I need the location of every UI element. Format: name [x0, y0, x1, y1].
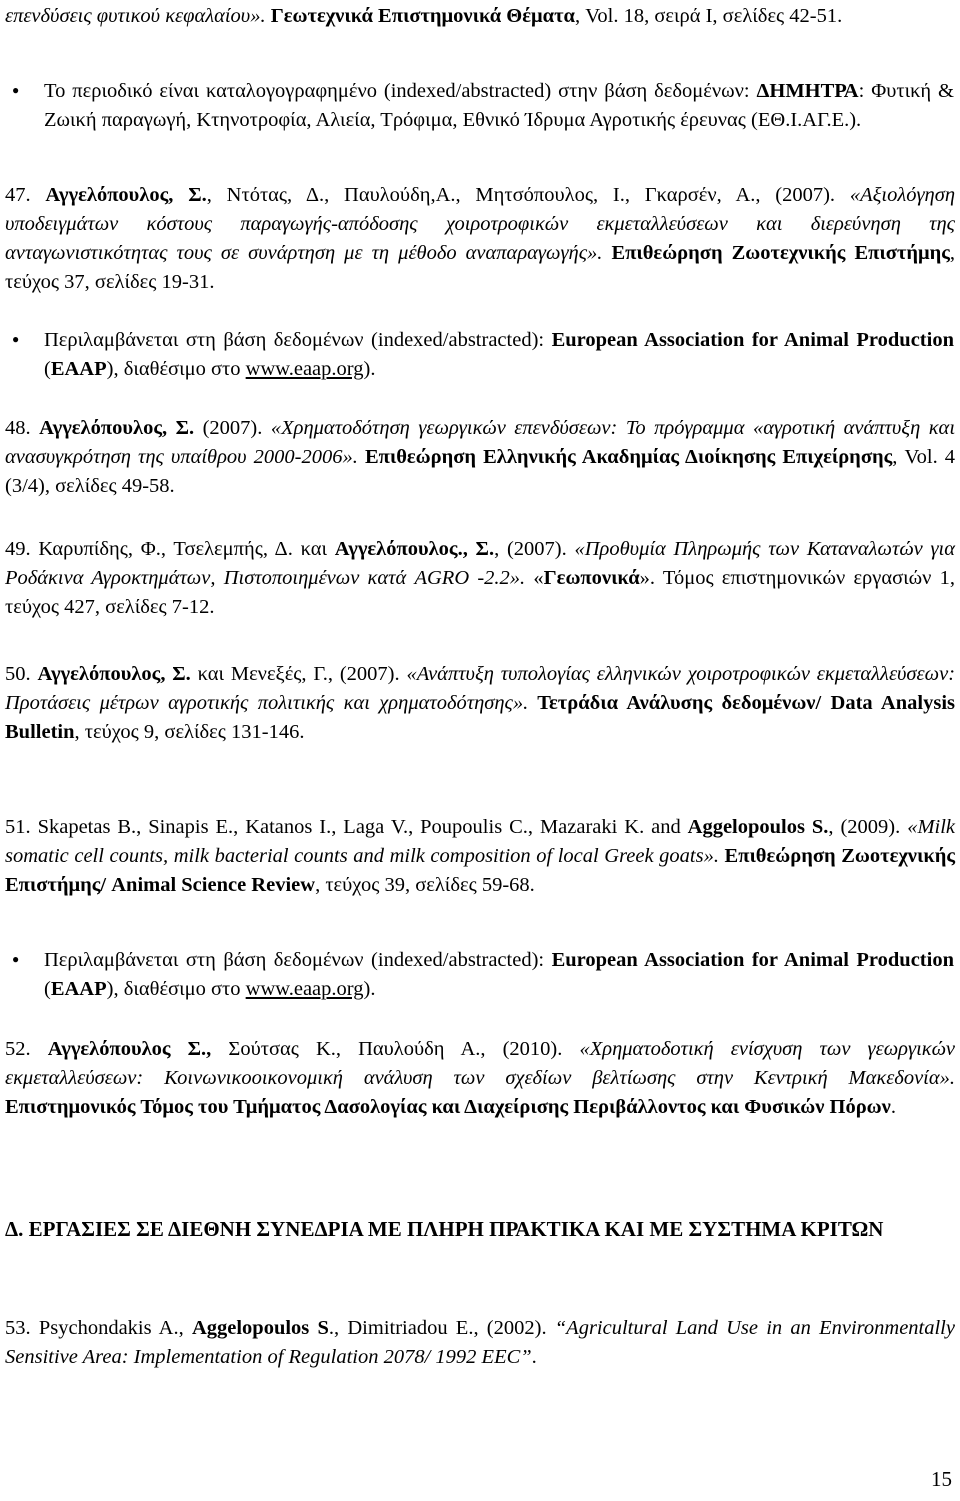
- ref-journal: Επιθεώρηση Ελληνικής Ακαδημίας Διοίκησης Επιχείρησης: [357, 446, 893, 468]
- ref-year: , (2007).: [494, 538, 575, 560]
- ref-author-highlight: Aggelopoulos S: [191, 1317, 329, 1339]
- reference-49: [5, 535, 955, 622]
- database-name: ΔΗΜΗΤΡΑ: [756, 80, 859, 102]
- ref-details: ». Τόμος επιστημονικών εργασιών 1, τεύχος 427, σελίδες 7-12.: [5, 567, 955, 618]
- reference-47: [5, 181, 955, 297]
- ref-authors: Skapetas B., Sinapis E., Katanos I., Laga V., Poupoulis C., Mazaraki K. and: [37, 816, 688, 838]
- ref-journal: Τετράδια Ανάλυσης δεδομένων/ Data Analysis Bulletin: [5, 692, 955, 743]
- database-name: European Association for Animal Production: [551, 949, 954, 971]
- index-note-text: (: [44, 358, 51, 380]
- ref-details: , τεύχος 37, σελίδες 19-31.: [5, 242, 955, 293]
- ref-number: 48.: [5, 417, 40, 439]
- ref-number: 50.: [5, 663, 38, 685]
- ref-title: «Αξιολόγηση υποδειγμάτων κόστους παραγωγής-απόδοσης χοιροτροφικών εκμεταλλεύσεων και διερεύνηση της ανταγωνιστικότητας τους σε συνάρτηση με τη μέθοδο αναπαραγωγής».: [5, 184, 956, 264]
- ref-author-highlight: Αγγελόπουλος Σ.,: [47, 1038, 212, 1060]
- index-note-text: : Φυτική & Ζωική παραγωγή, Κτηνοτροφία, Αλιεία, Τρόφιμα, Εθνικό Ίδρυμα Αγροτικής έρευνας (ΕΘ.Ι.ΑΓ.Ε.).: [44, 80, 954, 131]
- index-note-text: ).: [363, 358, 376, 380]
- ref-author-highlight: Αγγελόπουλος., Σ.: [334, 538, 495, 560]
- database-acronym: EAAP: [50, 978, 107, 1000]
- database-acronym: EAAP: [50, 358, 107, 380]
- ref-number: 53.: [5, 1317, 39, 1339]
- ref-authors: Psychondakis A.,: [38, 1317, 192, 1339]
- ref-journal: Επιθεώρηση Ζωοτεχνικής Επιστήμης/ Animal Science Review: [5, 845, 955, 896]
- ref-title: «Προθυμία Πληρωμής των Καταναλωτών για Ροδάκινα Αγροκτημάτων, Πιστοποιημένων κατά AGRO -2.2».: [5, 538, 956, 589]
- reference-48: [5, 414, 955, 501]
- index-note-bullet: [44, 946, 954, 1004]
- reference-52: [5, 1035, 955, 1122]
- reference-continuation: [5, 2, 955, 31]
- ref-author-highlight: Αγγελόπουλος, Σ.: [45, 184, 207, 206]
- ref-journal: Επιστημονικός Τόμος του Τμήματος Δασολογίας και Διαχείρισης Περιβάλλοντος και Φυσικών Πόρων: [5, 1096, 891, 1118]
- ref-title: «Χρηματοδότηση γεωργικών επενδύσεων: Το πρόγραμμα «αγροτική ανάπτυξη και ανασυγκρότηση της υπαίθρου 2000-2006».: [5, 417, 956, 468]
- journal-name: Γεωτεχνικά Επιστημονικά Θέματα: [265, 5, 575, 27]
- index-note-text: ).: [363, 978, 376, 1000]
- reference-53: [5, 1314, 955, 1372]
- database-name: European Association for Animal Production: [551, 329, 954, 351]
- eaap-link[interactable]: www.eaap.org: [245, 358, 364, 380]
- bullet-icon: [12, 77, 19, 108]
- ref-journal-quote: «: [525, 567, 544, 589]
- ref-details: , τεύχος 39, σελίδες 59-68.: [315, 874, 535, 896]
- ref-title: “Agricultural Land Use in an Environmentally Sensitive Area: Implementation of Regulation 2078/ 1992 EEC”: [5, 1317, 955, 1368]
- ref-details: , Vol. 4 (3/4), σελίδες 49-58.: [5, 446, 956, 497]
- ref-authors: , Ντότας, Δ., Παυλούδη,Α., Μητσόπουλος, Ι., Γκαρσέν, Α., (2007).: [206, 184, 850, 206]
- bullet-icon: [12, 326, 19, 357]
- ref-title: «Χρηματοδοτική ενίσχυση των γεωργικών εκμεταλλεύσεων: Κοινωνικοοικονομική ανάλυση των σχεδίων βελτίωσης στην Κεντρική Μακεδονία».: [5, 1038, 956, 1089]
- ref-details: , Vol. 18, σειρά I, σελίδες 42-51.: [574, 5, 843, 27]
- ref-year: (2007).: [194, 417, 271, 439]
- ref-author-highlight: Αγγελόπουλος, Σ.: [37, 663, 191, 685]
- ref-authors: Σούτσας Κ., Παυλούδη Α., (2010).: [211, 1038, 580, 1060]
- ref-title: «Ανάπτυξη τυπολογίας ελληνικών χοιροτροφικών εκμεταλλεύσεων: Προτάσεις μέτρων αγροτικής πολιτικής και χρηματοδότησης».: [5, 663, 956, 714]
- ref-details: .: [890, 1096, 896, 1118]
- index-note-text: (: [44, 978, 51, 1000]
- ref-title-fragment: επενδύσεις φυτικού κεφαλαίου».: [5, 5, 266, 27]
- ref-journal: Γεωπονικά: [543, 567, 640, 589]
- reference-50: [5, 660, 955, 747]
- ref-authors: ., Dimitriadou E., (2002).: [328, 1317, 555, 1339]
- ref-author-highlight: Aggelopoulos S.: [687, 816, 829, 838]
- reference-51: [5, 813, 955, 900]
- bullet-icon: [12, 946, 19, 977]
- ref-title: «Milk somatic cell counts, milk bacterial counts and milk composition of local Greek goats».: [5, 816, 956, 867]
- ref-end: .: [531, 1346, 537, 1368]
- eaap-link[interactable]: www.eaap.org: [245, 978, 364, 1000]
- ref-authors: Καρυπίδης, Φ., Τσελεμπής, Δ. και: [38, 538, 335, 560]
- index-note-text: ), διαθέσιμο στο: [106, 978, 246, 1000]
- ref-number: 51.: [5, 816, 38, 838]
- ref-details: , τεύχος 9, σελίδες 131-146.: [74, 721, 305, 743]
- index-note-text: Το περιοδικό είναι καταλογογραφημένο (indexed/abstracted) στην βάση δεδομένων:: [44, 80, 757, 102]
- ref-year: , (2009).: [828, 816, 908, 838]
- index-note-text: ), διαθέσιμο στο: [106, 358, 246, 380]
- ref-number: 52.: [5, 1038, 48, 1060]
- ref-number: 49.: [5, 538, 39, 560]
- index-note-text: Περιλαμβάνεται στη βάση δεδομένων (indexed/abstracted):: [44, 949, 552, 971]
- ref-authors: και Μενεξές, Γ., (2007).: [190, 663, 407, 685]
- ref-journal: Επιθεώρηση Ζωοτεχνικής Επιστήμης: [602, 242, 950, 264]
- index-note-text: Περιλαμβάνεται στη βάση δεδομένων (indexed/abstracted):: [44, 329, 552, 351]
- index-note-bullet: [44, 326, 954, 384]
- index-note-bullet: [44, 77, 954, 135]
- ref-author-highlight: Αγγελόπουλος, Σ.: [39, 417, 195, 439]
- ref-number: 47.: [5, 184, 46, 206]
- page-number: 15: [931, 1467, 952, 1491]
- section-heading: Δ. ΕΡΓΑΣΙΕΣ ΣΕ ΔΙΕΘΝΗ ΣΥΝΕΔΡΙΑ ΜΕ ΠΛΗΡΗ ΠΡΑΚΤΙΚΑ ΚΑΙ ΜΕ ΣΥΣΤΗΜΑ ΚΡΙΤΩΝ: [5, 1217, 884, 1241]
